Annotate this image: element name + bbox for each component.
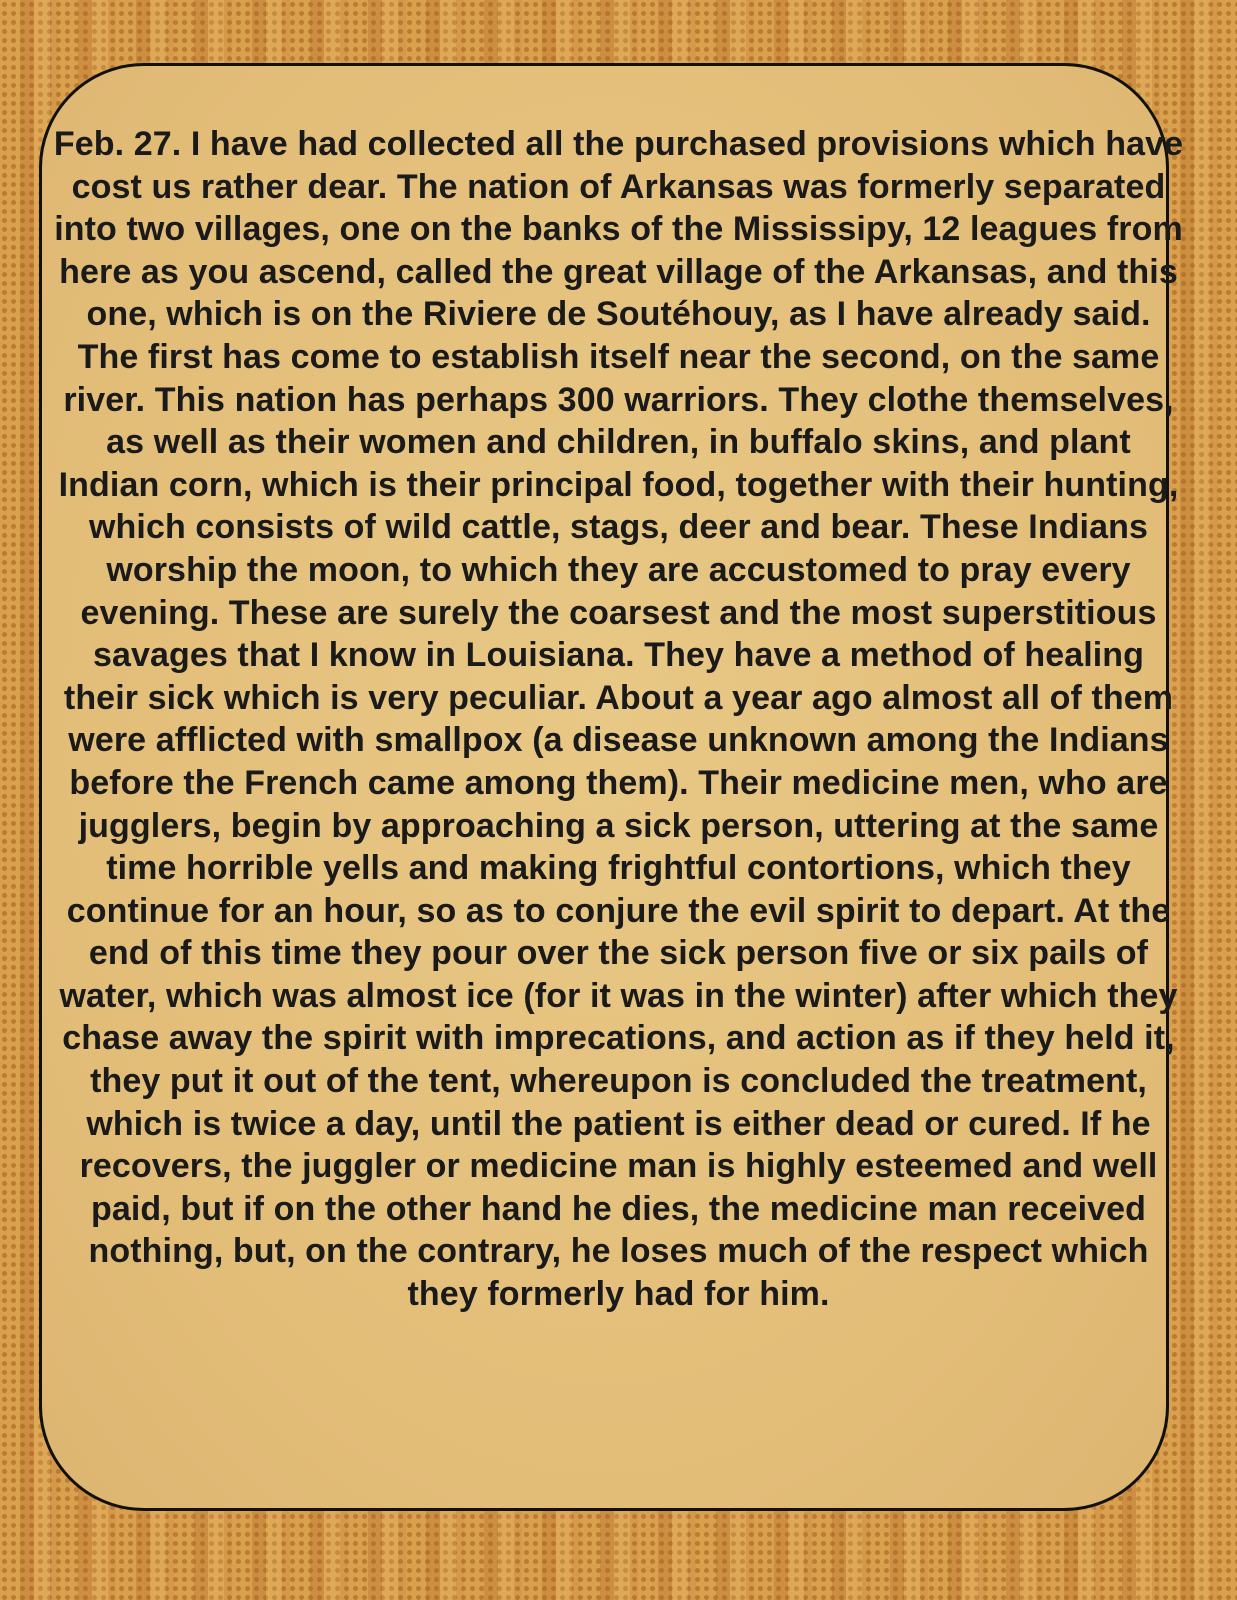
- journal-passage: Feb. 27. I have had collected all the purchased provisions which have cost us rather dear. The nation of Arkansas was formerly separated into two villages, one on the banks of the Mississipy, 12 leagues from here as you ascend, called the great village of the Arkansas, and this one, which is on the Riviere de Soutéhouy, as I have already said. The first has come to establish itself near the second, on the same river. This nation has perhaps 300 warriors. They clothe themselves, as well as their women and children, in buffalo skins, and plant Indian corn, which is their principal food, together with their hunting, which consists of wild cattle, stags, deer and bear. These Indians worship the moon, to which they are accustomed to pray every evening. These are surely the coarsest and the most superstitious savages that I know in Louisiana. They have a method of healing their sick which is very peculiar. About a year ago almost all of them were afflicted with smallpox (a disease unknown among the Indians before the French came among them). Their medicine men, who are jugglers, begin by approaching a sick person, uttering at the same time horrible yells and making frightful contortions, which they continue for an hour, so as to conjure the evil spirit to depart. At the end of this time they pour over the sick person five or six pails of water, which was almost ice (for it was in the winter) after which they chase away the spirit with imprecations, and action as if they held it, they put it out of the tent, whereupon is concluded the treatment, which is twice a day, until the patient is either dead or cured. If he recovers, the juggler or medicine man is highly esteemed and well paid, but if on the other hand he dies, the medicine man received nothing, but, on the contrary, he loses much of the respect which they formerly had for him.: [53, 125, 1184, 1314]
